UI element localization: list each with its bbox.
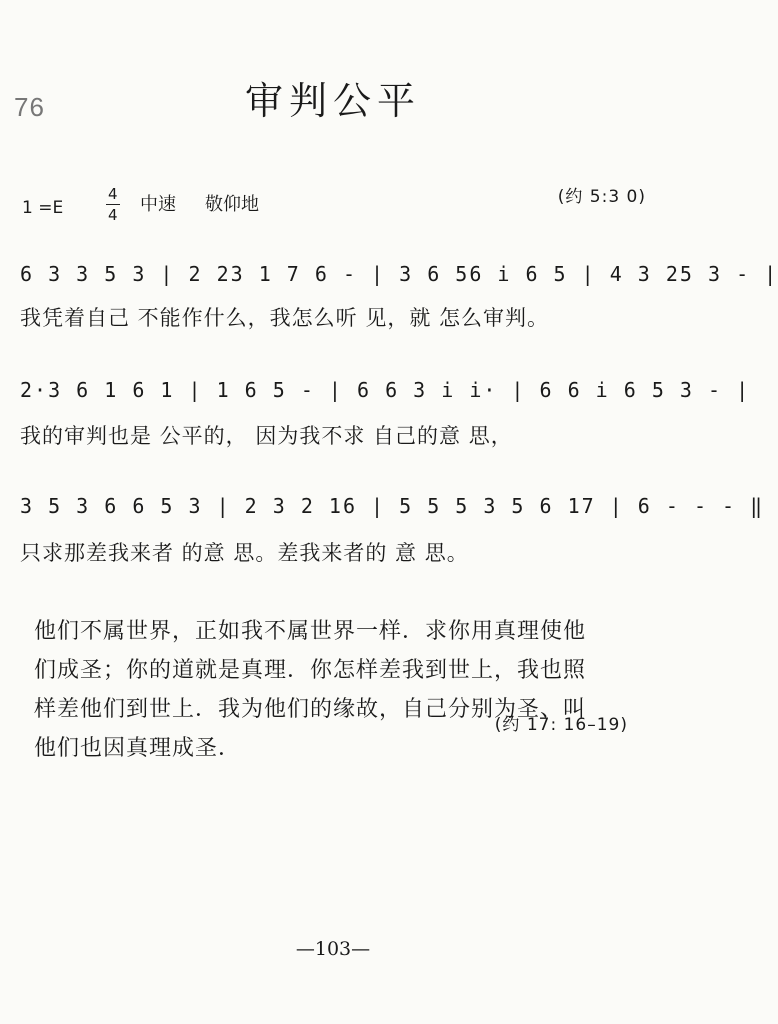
notation-line-3: 3 5 3 6 6 5 3 | 2 3 2 16 | 5 5 5 3 5 6 17 | 6 - - - ‖ xyxy=(20,494,765,518)
verse-line: 他们不属世界，正如我不属世界一样．求你用真理使他 xyxy=(34,619,587,644)
scripture-reference-top: (约 5:3 0) xyxy=(557,187,646,207)
notation-line-2: 2·3 6 1 6 1 | 1 6 5 - | 6 6 3 i i· | 6 6 i 6 5 3 - | xyxy=(20,378,751,402)
verse-line: 他们也因真理成圣． xyxy=(34,736,242,761)
song-title: 审判公平 xyxy=(244,79,421,123)
song-meta xyxy=(22,182,646,232)
scripture-verse xyxy=(34,612,632,768)
time-signature-top: 4 xyxy=(108,185,118,203)
page-number-bottom: —103— xyxy=(295,938,371,960)
verse-reference: (约 17: 16–19) xyxy=(494,715,628,735)
page-number-top: 76 xyxy=(14,92,45,122)
verse-line: 样差他们到世上．我为他们的缘故，自己分别为圣、叫 xyxy=(34,697,587,722)
time-signature-bottom: 4 xyxy=(108,206,118,224)
tempo-marking: 中速 xyxy=(140,194,176,215)
expression-marking: 敬仰地 xyxy=(205,194,259,215)
lyrics-line-3: 只求那差我来者 的意 思。差我来者的 意 思。 xyxy=(20,541,469,565)
lyrics-line-2: 我的审判也是 公平的， 因为我不求 自己的意 思， xyxy=(20,424,513,448)
time-signature xyxy=(106,184,120,225)
key-signature: 1 =E xyxy=(22,198,64,218)
notation-line-1: 6 3 3 5 3 | 2 23 1 7 6 - | 3 6 56 i 6 5 | 4 3 25 3 - | xyxy=(20,262,778,286)
verse-line: 们成圣；你的道就是真理．你怎样差我到世上，我也照 xyxy=(34,658,587,683)
lyrics-line-1: 我凭着自己 不能作什么，我怎么听 见，就 怎么审判。 xyxy=(20,306,550,330)
